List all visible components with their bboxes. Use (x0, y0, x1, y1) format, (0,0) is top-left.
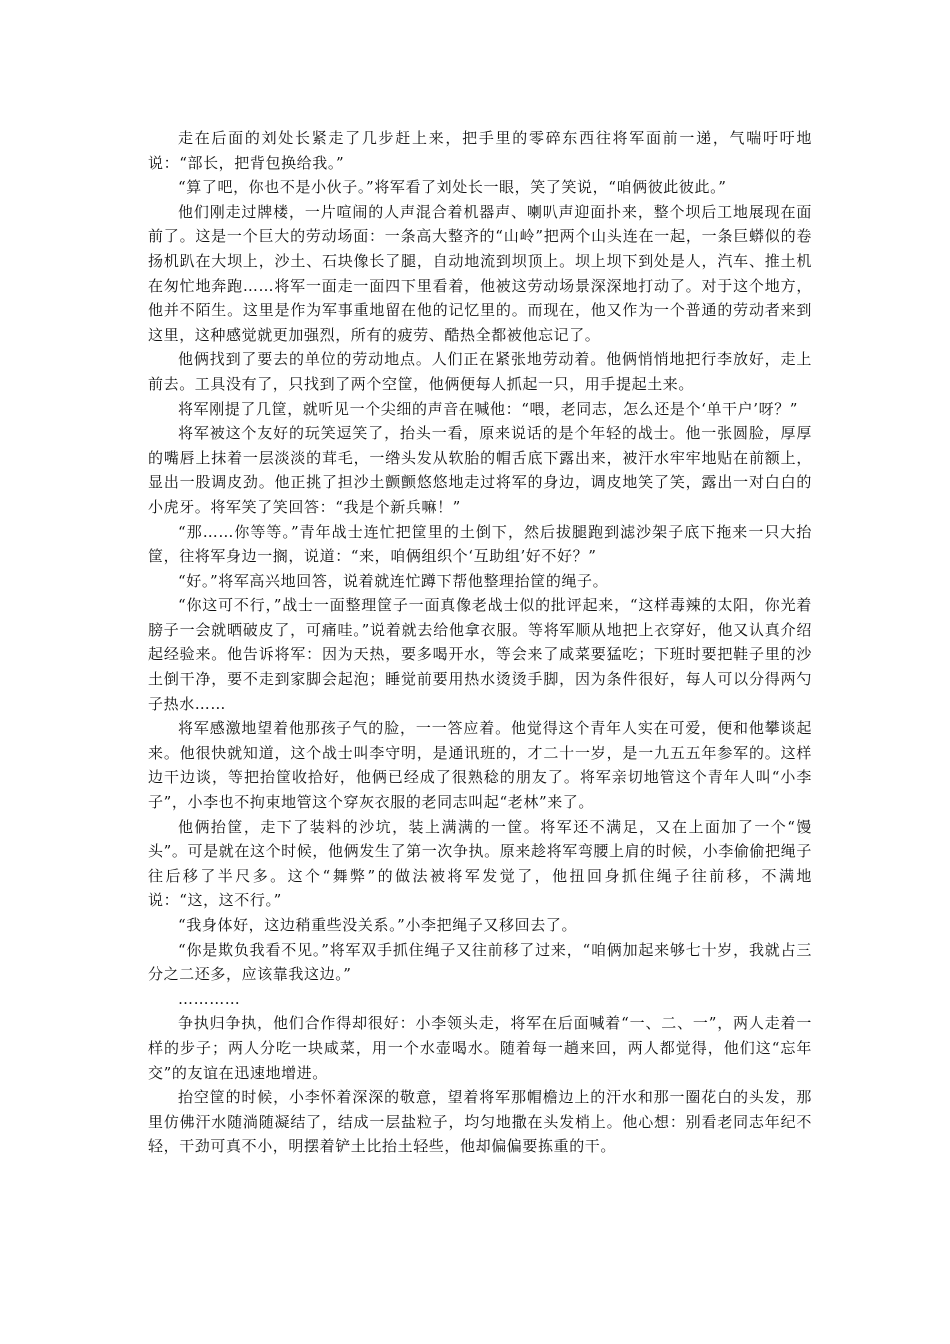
story-text (148, 126, 812, 1159)
paragraph: 走在后面的刘处长紧走了几步赶上来，把手里的零碎东西往将军面前一递，气喘吁吁地说：“部长，把背包换给我。” (148, 129, 812, 172)
paragraph: 他们刚走过牌楼，一片喧闹的人声混合着机器声、喇叭声迎面扑来，整个坝后工地展现在面前了。这是一个巨大的劳动场面：一条高大整齐的“山岭”把两个山头连在一起，一条巨蟒似的卷扬机趴在大坝上，沙土、石块像长了腿，自动地流到坝顶上。坝上坝下到处是人，汽车、推土机在匆忙地奔跑……将军一面走一面四下里看着，他被这劳动场景深深地打动了。对于这个地方，他并不陌生。这里是作为军事重地留在他的记忆里的。而现在，他又作为一个普通的劳动者来到这里，这种感觉就更加强烈，所有的疲劳、酷热全都被他忘记了。 (148, 202, 812, 344)
section-break-ellipsis: ………… (178, 989, 241, 1008)
paragraph: “算了吧，你也不是小伙子。”将军看了刘处长一眼，笑了笑说，“咱俩彼此彼此。” (178, 178, 727, 197)
paragraph: “你是欺负我看不见。”将军双手抓住绳子又往前移了过来，“咱俩加起来够七十岁，我就占三分之二还多，应该靠我这边。” (148, 940, 812, 984)
paragraph: 抬空筐的时候，小李怀着深深的敬意，望着将军那帽檐边上的汗水和那一圈花白的头发，那里仿佛汗水随淌随凝结了，结成一层盐粒子，均匀地撒在头发梢上。他心想：别看老同志年纪不轻，干劲可真不小，明摆着铲土比抬土轻些，他却偏偏要拣重的干。 (148, 1088, 812, 1156)
paragraph: 将军感激地望着他那孩子气的脸，一一答应着。他觉得这个青年人实在可爱，便和他攀谈起来。他很快就知道，这个战士叫李守明，是通讯班的，才二十一岁，是一九五五年参军的。这样边干边谈，等把抬筐收拾好，他俩已经成了很熟稔的朋友了。将军亲切地管这个青年人叫“小李子”，小李也不拘束地管这个穿灰衣服的老同志叫起“老林”来了。 (148, 719, 812, 812)
paragraph: 将军刚提了几筐，就听见一个尖细的声音在喊他：“喂，老同志，怎么还是个‘单干户’呀？” (178, 399, 799, 418)
paragraph: “我身体好，这边稍重些没关系。”小李把绳子又移回去了。 (178, 916, 578, 934)
paragraph: 将军被这个友好的玩笑逗笑了，抬头一看，原来说话的是个年轻的战士。他一张圆脸，厚厚的嘴唇上抹着一层淡淡的茸毛，一绺头发从软胎的帽舌底下露出来，被汗水牢牢地贴在前额上，显出一股调皮劲。他正挑了担沙土颤颤悠悠地走过将军的身边，调皮地笑了笑，露出一对白白的小虎牙。将军笑了笑回答：“我是个新兵嘛！” (148, 424, 812, 516)
paragraph: “好。”将军高兴地回答，说着就连忙蹲下帮他整理抬筐的绳子。 (178, 571, 609, 590)
paragraph: 他俩找到了要去的单位的劳动地点。人们正在紧张地劳动着。他俩悄悄地把行李放好，走上前去。工具没有了，只找到了两个空筐，他俩便每人抓起一只，用手提起土来。 (148, 350, 812, 393)
paragraph: “那……你等等。”青年战士连忙把筐里的土倒下，然后拔腿跑到滤沙架子底下拖来一只大抬筐，往将军身边一搁，说道：“来，咱俩组织个‘互助组’好不好？” (148, 522, 812, 566)
paragraph: “你这可不行，”战士一面整理筐子一面真像老战士似的批评起来，“这样毒辣的太阳，你光着膀子一会就晒破皮了，可痛哇。”说着就去给他拿衣服。等将军顺从地把上衣穿好，他又认真介绍起经验来。他告诉将军：因为天热，要多喝开水，等会来了咸菜要猛吃；下班时要把鞋子里的沙土倒干净，要不走到家脚会起泡；睡觉前要用热水烫烫手脚，因为条件很好，每人可以分得两勺子热水…… (148, 596, 812, 713)
paragraph: 他俩抬筐，走下了装料的沙坑，装上满满的一筐。将军还不满足，又在上面加了一个“馒头”。可是就在这个时候，他俩发生了第一次争执。原来趁将军弯腰上肩的时候，小李偷偷把绳子往后移了半尺多。这个“舞弊”的做法被将军发觉了，他扭回身抓住绳子往前移，不满地说：“这，这不行。” (148, 817, 812, 910)
paragraph: 争执归争执，他们合作得却很好：小李领头走，将军在后面喊着“一、二、一”，两人走着一样的步子；两人分吃一块咸菜，用一个水壶喝水。随着每一趟来回，两人都觉得，他们这“忘年交”的友谊在迅速地增进。 (148, 1014, 812, 1082)
